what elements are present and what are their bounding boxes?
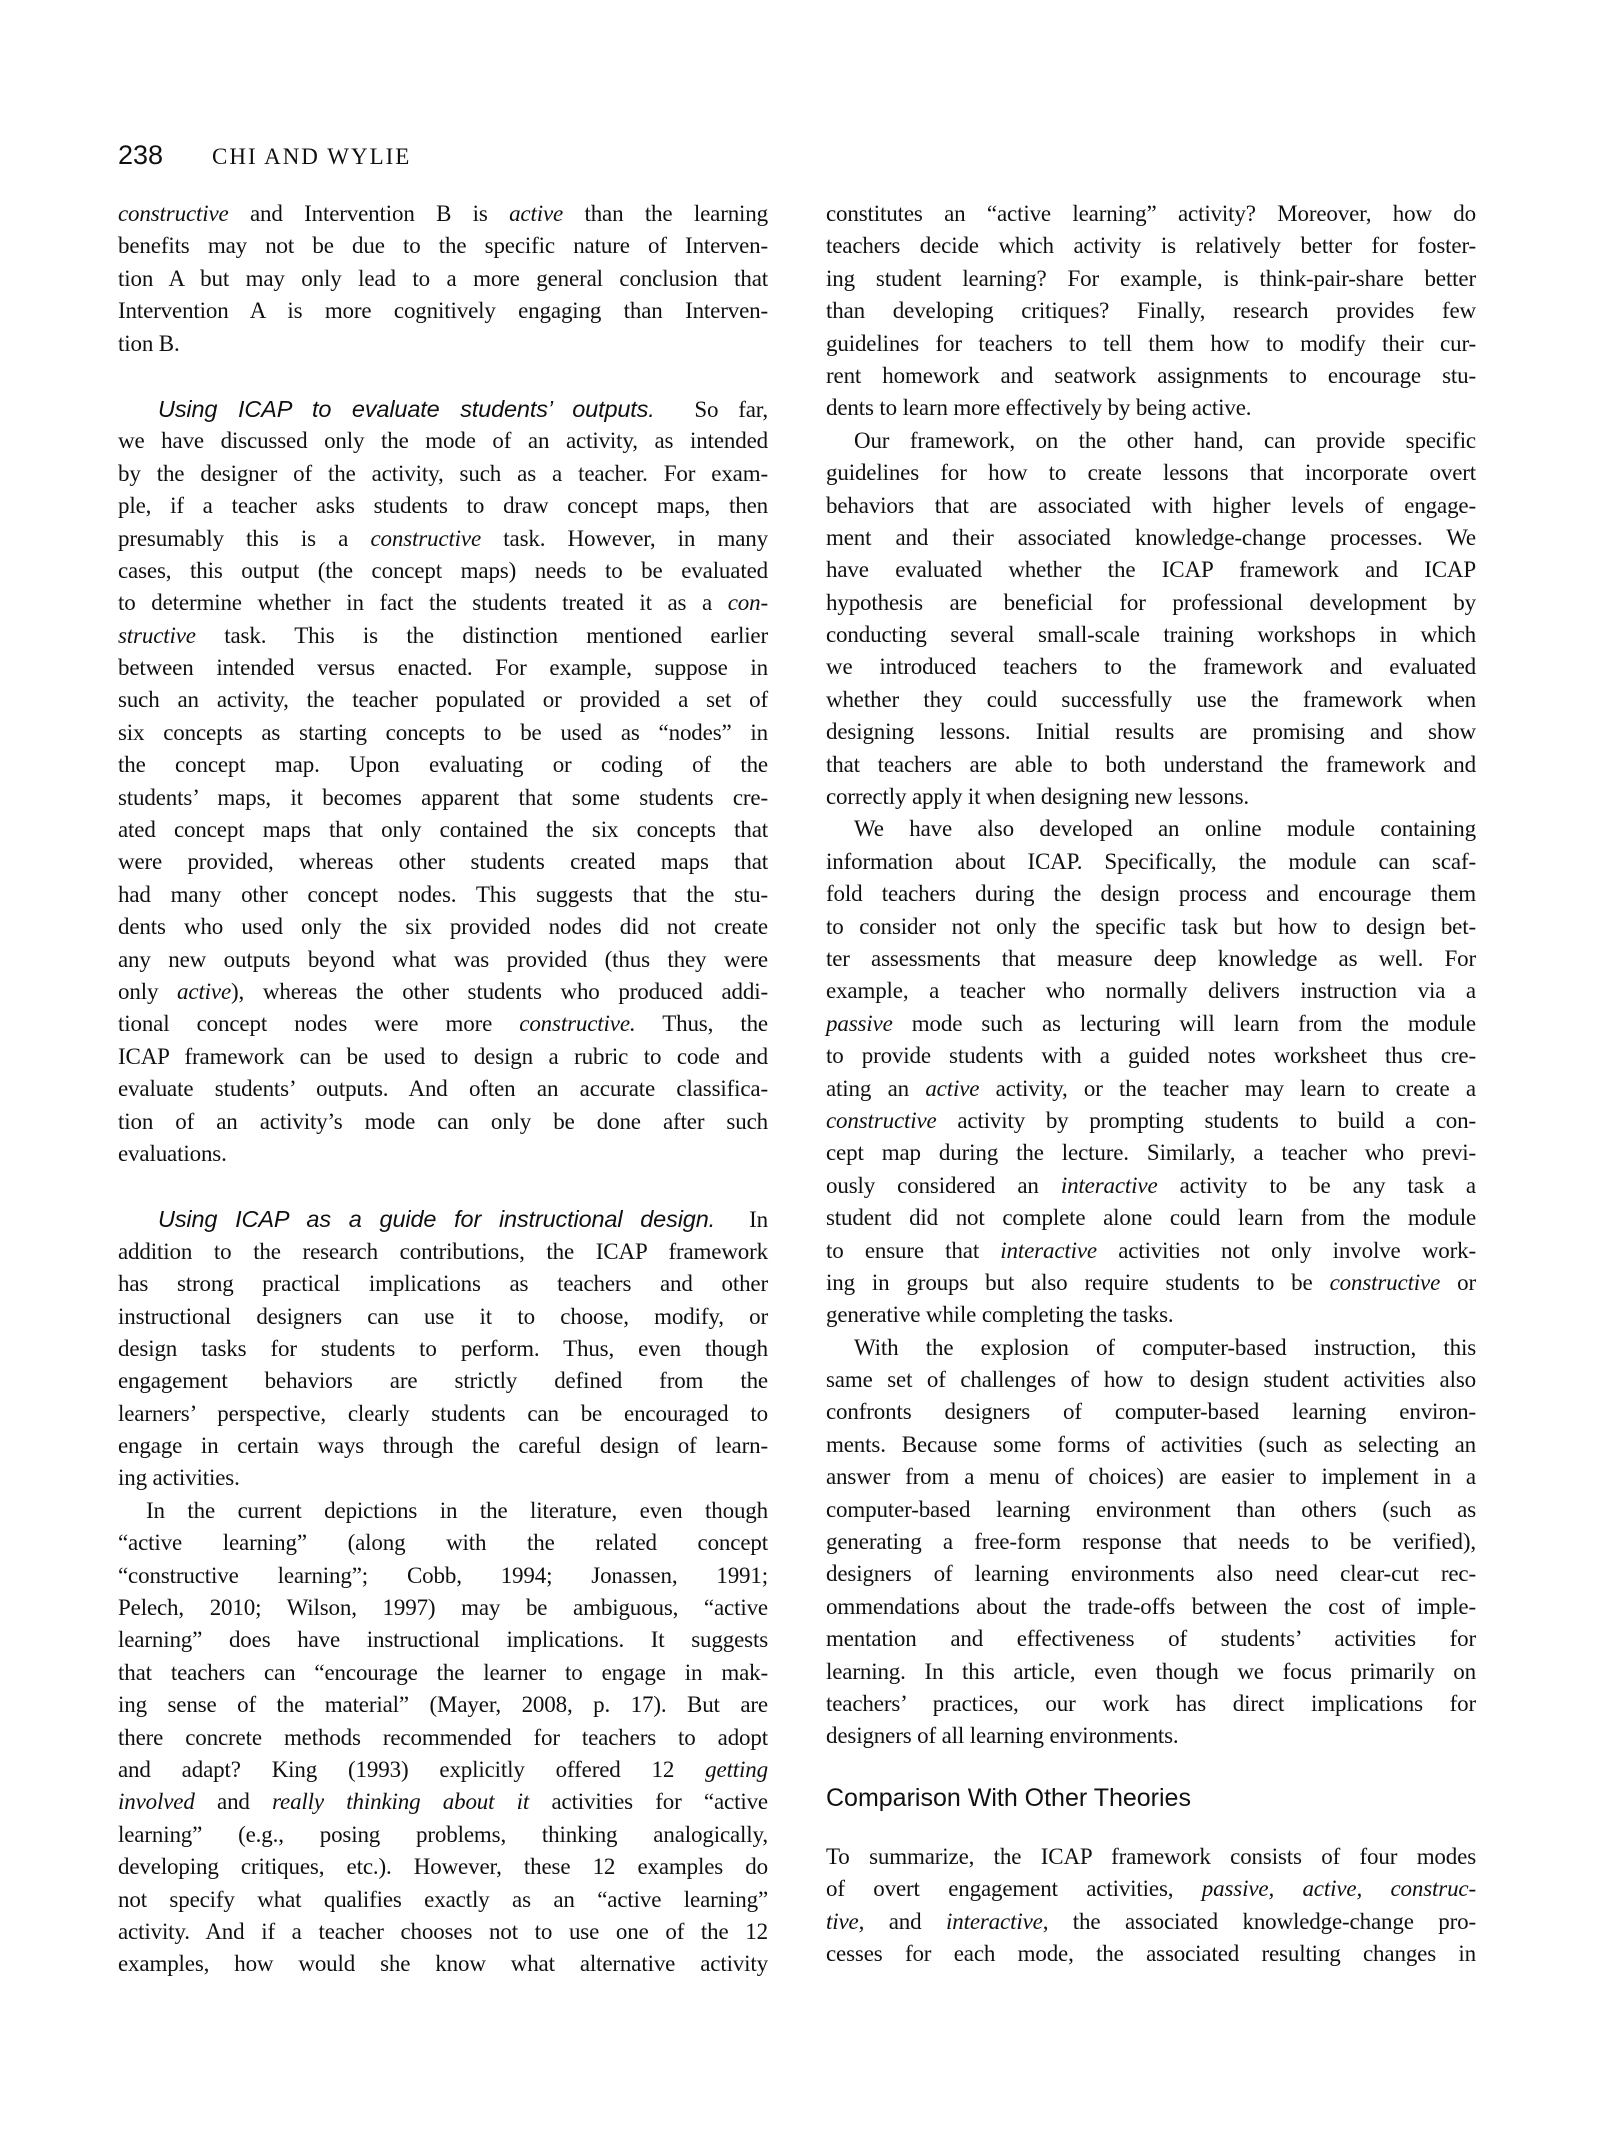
text-run: getting — [705, 1756, 768, 1782]
text-run: activity, or the teacher may learn to create a — [979, 1075, 1476, 1101]
text-line — [826, 943, 1476, 975]
text-line — [118, 782, 768, 814]
text-run: guidelines for teachers to tell them how to modify their cur- — [826, 330, 1476, 356]
text-run: generating a free-form response that needs to be verified), — [826, 1529, 1476, 1555]
text-line — [826, 651, 1476, 683]
text-run: and adapt? King (1993) explicitly offered 12 — [118, 1756, 706, 1782]
text-line — [118, 911, 768, 943]
text-line — [118, 458, 768, 490]
text-run: ing student learning? For example, is think-pair-share better — [826, 265, 1476, 291]
text-line — [826, 230, 1476, 262]
text-line — [118, 1948, 768, 1980]
text-run: So far, — [654, 396, 768, 422]
text-line — [826, 878, 1476, 910]
text-run: tive, — [826, 1908, 865, 1934]
text-run: activity. And if a teacher chooses not to use one of the 12 — [118, 1918, 768, 1944]
text-line — [826, 360, 1476, 392]
text-line — [118, 1203, 768, 1235]
text-run: active — [509, 201, 564, 226]
text-line — [118, 1236, 768, 1268]
text-line — [826, 1461, 1476, 1493]
text-run: activities not only involve work- — [1097, 1237, 1477, 1263]
text-line — [826, 781, 1476, 813]
text-line — [826, 716, 1476, 748]
text-line — [826, 392, 1476, 424]
text-line — [826, 1688, 1476, 1720]
text-line — [118, 1689, 768, 1721]
text-line — [118, 1884, 768, 1916]
text-run: addition to the research contributions, the ICAP framework — [118, 1238, 768, 1264]
text-run: engage in certain ways through the careful design of learn- — [118, 1433, 768, 1459]
text-run: teachers’ practices, our work has direct implications for — [826, 1690, 1476, 1716]
text-line — [118, 1527, 768, 1559]
text-line — [118, 1560, 768, 1592]
text-line — [118, 879, 768, 911]
text-line — [118, 1268, 768, 1300]
text-run: not specify what qualifies exactly as an “active learning” — [118, 1886, 768, 1912]
text-line — [826, 328, 1476, 360]
text-run: designers of learning environments also need clear-cut rec- — [826, 1561, 1476, 1587]
text-run: To summarize, the ICAP framework consists of four modes — [826, 1843, 1476, 1869]
text-line — [826, 1299, 1476, 1331]
text-line — [826, 749, 1476, 781]
text-run: developing critiques, etc.). However, these 12 examples do — [118, 1854, 768, 1880]
text-run: involved — [118, 1789, 195, 1815]
text-run: With the explosion of computer-based instruction, this — [854, 1334, 1476, 1360]
text-run: In the current depictions in the literature, even though — [146, 1497, 768, 1523]
text-run: whether they could successfully use the framework when — [826, 686, 1476, 712]
text-run: tion A but may only lead to a more general conclusion that — [118, 265, 768, 291]
paragraph — [118, 1495, 768, 1981]
paragraph — [118, 393, 768, 1170]
text-line — [826, 1591, 1476, 1623]
text-line — [118, 1365, 768, 1397]
paragraph — [826, 813, 1476, 1331]
page-header — [118, 140, 1472, 174]
text-run: computer-based learning environment than others (such as — [826, 1496, 1476, 1522]
text-run: example, a teacher who normally delivers instruction via a — [826, 978, 1476, 1004]
text-line — [118, 1138, 768, 1170]
text-line — [118, 1754, 768, 1786]
text-line — [118, 1106, 768, 1138]
paragraph — [826, 1332, 1476, 1753]
text-line — [826, 587, 1476, 619]
text-run: ating an — [826, 1075, 926, 1101]
text-line — [826, 846, 1476, 878]
text-line — [826, 1938, 1476, 1970]
text-line — [826, 1364, 1476, 1396]
text-run: instructional designers can use it to choose, modify, or — [118, 1303, 768, 1329]
text-run: Thus, the — [635, 1011, 768, 1037]
text-line — [826, 263, 1476, 295]
text-run: that teachers can “encourage the learner to engage in mak- — [118, 1659, 768, 1685]
text-run: rent homework and seatwork assignments to encourage stu- — [826, 362, 1476, 388]
text-run: to determine whether in fact the students treated it as a — [118, 590, 728, 616]
text-run: Pelech, 2010; Wilson, 1997) may be ambiguous, “active — [118, 1595, 768, 1621]
text-line — [118, 1851, 768, 1883]
text-line — [118, 1073, 768, 1105]
text-run: In — [715, 1207, 769, 1233]
text-run: con- — [727, 590, 768, 616]
text-line — [118, 1462, 768, 1494]
text-line — [826, 911, 1476, 943]
text-line — [118, 555, 768, 587]
text-run: ously considered an — [826, 1172, 1061, 1198]
text-line — [826, 457, 1476, 489]
text-line — [118, 620, 768, 652]
text-line — [118, 1657, 768, 1689]
text-run: Intervention A is more cognitively engaging than Interven- — [118, 298, 768, 324]
text-line — [826, 425, 1476, 457]
text-line — [118, 717, 768, 749]
text-run: design tasks for students to perform. Thus, even though — [118, 1335, 768, 1361]
text-line — [118, 1430, 768, 1462]
text-run: dents to learn more effectively by being active. — [826, 395, 1252, 421]
text-run: and — [194, 1789, 273, 1815]
text-run: and — [864, 1908, 946, 1934]
text-run: such an activity, the teacher populated or provided a set of — [118, 687, 768, 713]
text-line — [826, 1267, 1476, 1299]
text-run: task. This is the distinction mentioned earlier — [195, 622, 768, 648]
section-heading: Comparison With Other Theories — [826, 1783, 1191, 1812]
text-run: structive — [118, 622, 196, 648]
text-run: than developing critiques? Finally, research provides few — [826, 298, 1476, 324]
text-line — [826, 1073, 1476, 1105]
text-line — [826, 1235, 1476, 1267]
text-run: ment and their associated knowledge-change processes. We — [826, 524, 1476, 550]
text-line — [826, 1008, 1476, 1040]
text-line — [826, 295, 1476, 327]
text-run: to consider not only the specific task but how to design bet- — [826, 913, 1476, 939]
text-run: had many other concept nodes. This suggests that the stu- — [118, 881, 768, 907]
text-line — [118, 1301, 768, 1333]
text-line — [826, 1906, 1476, 1938]
text-run: learning” (e.g., posing problems, thinking analogically, — [118, 1821, 768, 1847]
text-run: we introduced teachers to the framework and evaluated — [826, 654, 1476, 680]
left-text-column — [118, 198, 768, 1981]
text-line — [826, 554, 1476, 586]
text-run: constructive — [118, 201, 229, 226]
paragraph — [826, 1841, 1476, 1971]
text-run: the concept map. Upon evaluating or coding of the — [118, 752, 768, 778]
text-line — [118, 1786, 768, 1818]
text-line — [826, 975, 1476, 1007]
text-run: ing activities. — [118, 1465, 240, 1491]
text-run: six concepts as starting concepts to be used as “nodes” in — [118, 719, 768, 745]
text-run: answer from a menu of choices) are easier to implement in a — [826, 1464, 1476, 1490]
text-line — [118, 393, 768, 425]
text-run: “constructive learning”; Cobb, 1994; Jonassen, 1991; — [118, 1562, 768, 1588]
text-line — [826, 1558, 1476, 1590]
text-line — [826, 1526, 1476, 1558]
text-run: have evaluated whether the ICAP framework and ICAP — [826, 557, 1476, 583]
text-run: ated concept maps that only contained the six concepts that — [118, 817, 768, 843]
text-line — [826, 1494, 1476, 1526]
run-in-heading: Using ICAP as a guide for instructional design. — [158, 1206, 715, 1233]
text-run: cesses for each mode, the associated resulting changes in — [826, 1940, 1476, 1966]
text-run: to provide students with a guided notes worksheet thus cre- — [826, 1043, 1476, 1069]
text-run: learners’ perspective, clearly students can be encouraged to — [118, 1400, 768, 1426]
text-line — [118, 263, 768, 295]
text-run: activity to be any task a — [1157, 1172, 1476, 1198]
text-line — [118, 1722, 768, 1754]
text-run: tion of an activity’s mode can only be done after such — [118, 1108, 768, 1134]
paragraph — [826, 425, 1476, 814]
text-line — [118, 944, 768, 976]
text-run: has strong practical implications as teachers and other — [118, 1271, 768, 1297]
text-run: We have also developed an online module containing — [854, 816, 1476, 842]
text-line — [826, 1396, 1476, 1428]
text-line — [118, 976, 768, 1008]
text-run: interactive — [945, 1908, 1043, 1934]
text-run: mode such as lecturing will learn from the module — [892, 1010, 1476, 1036]
text-run: student did not complete alone could learn from the module — [826, 1205, 1476, 1231]
right-text-column — [826, 198, 1476, 1970]
text-run: dents who used only the six provided nodes did not create — [118, 914, 768, 940]
text-line — [118, 523, 768, 555]
text-run: engagement behaviors are strictly defined from the — [118, 1368, 768, 1394]
text-line — [826, 1841, 1476, 1873]
text-line — [826, 490, 1476, 522]
text-line — [118, 1819, 768, 1851]
text-line — [826, 1429, 1476, 1461]
text-line — [826, 1332, 1476, 1364]
text-line — [826, 1720, 1476, 1752]
text-run: of overt engagement activities, — [826, 1876, 1202, 1902]
text-line — [826, 1873, 1476, 1905]
text-line — [826, 1105, 1476, 1137]
text-run: passive, active, construc- — [1201, 1876, 1476, 1902]
text-line — [118, 846, 768, 878]
text-line — [826, 684, 1476, 716]
text-run: only — [118, 978, 178, 1004]
text-run: benefits may not be due to the specific nature of Interven- — [118, 233, 768, 259]
text-run: ple, if a teacher asks students to draw concept maps, then — [118, 493, 768, 519]
text-run: than the learning — [563, 201, 768, 226]
text-run: activity by prompting students to build a con- — [936, 1107, 1476, 1133]
text-run: presumably this is a — [118, 525, 371, 551]
text-run: constructive. — [519, 1011, 636, 1037]
text-run: mentation and effectiveness of students’ activities for — [826, 1626, 1476, 1652]
text-run: behaviors that are associated with higher levels of engage- — [826, 492, 1476, 518]
text-line — [118, 230, 768, 262]
text-run: Our framework, on the other hand, can provide specific — [854, 427, 1476, 453]
text-line — [118, 1624, 768, 1656]
text-line — [826, 1623, 1476, 1655]
text-run: ommendations about the trade-offs between the cost of imple- — [826, 1593, 1476, 1619]
text-run: confronts designers of computer-based learning environ- — [826, 1399, 1476, 1425]
text-run: ICAP framework can be used to design a rubric to code and — [118, 1043, 768, 1069]
text-line — [118, 684, 768, 716]
text-line — [118, 490, 768, 522]
text-line — [826, 1040, 1476, 1072]
text-run: by the designer of the activity, such as a teacher. For exam- — [118, 460, 768, 486]
text-line — [826, 1656, 1476, 1688]
text-run: , the associated knowledge-change pro- — [1042, 1908, 1476, 1934]
text-run: ing sense of the material” (Mayer, 2008, p. 17). But are — [118, 1692, 768, 1718]
text-run: same set of challenges of how to design student activities also — [826, 1367, 1476, 1393]
text-run: interactive — [1000, 1237, 1097, 1263]
text-line — [118, 1008, 768, 1040]
text-line — [118, 1333, 768, 1365]
text-run: learning. In this article, even though we focus primarily on — [826, 1658, 1476, 1684]
running-head: CHI AND WYLIE — [212, 144, 412, 169]
text-line — [826, 813, 1476, 845]
text-run: students’ maps, it becomes apparent that some students cre- — [118, 784, 768, 810]
text-run: that teachers are able to both understand the framework and — [826, 751, 1476, 777]
text-line — [826, 1170, 1476, 1202]
text-run: constructive — [1329, 1269, 1441, 1295]
text-line — [118, 1398, 768, 1430]
text-run: passive — [826, 1010, 893, 1036]
text-run: ), whereas the other students who produced addi- — [231, 978, 768, 1004]
text-run: constructive — [826, 1107, 937, 1133]
text-run: task. However, in many — [481, 525, 768, 551]
text-run: there concrete methods recommended for teachers to adopt — [118, 1724, 768, 1750]
text-line — [118, 1592, 768, 1624]
text-run: cept map during the lecture. Similarly, a teacher who previ- — [826, 1140, 1476, 1166]
paragraph — [118, 198, 768, 360]
text-run: “active learning” (along with the related concept — [118, 1530, 768, 1556]
text-line — [118, 328, 768, 360]
text-line — [118, 1916, 768, 1948]
text-run: and Intervention B is — [228, 201, 510, 226]
text-line — [826, 1137, 1476, 1169]
text-run: cases, this output (the concept maps) needs to be evaluated — [118, 557, 768, 583]
text-line — [118, 652, 768, 684]
text-run: between intended versus enacted. For example, suppose in — [118, 655, 768, 681]
text-run: guidelines for how to create lessons that incorporate overt — [826, 460, 1476, 486]
text-run: examples, how would she know what alternative activity — [118, 1951, 768, 1977]
text-line — [118, 1041, 768, 1073]
text-run: really thinking about it — [272, 1789, 530, 1815]
text-line — [826, 198, 1476, 230]
text-run: interactive — [1060, 1172, 1158, 1198]
text-run: ter assessments that measure deep knowledge as well. For — [826, 945, 1476, 971]
text-line — [826, 522, 1476, 554]
text-run: tion B. — [118, 330, 180, 356]
text-run: fold teachers during the design process and encourage them — [826, 881, 1476, 907]
text-run: evaluations. — [118, 1140, 227, 1166]
text-run: ing in groups but also require students to be — [826, 1269, 1330, 1295]
text-run: tional concept nodes were more — [118, 1011, 520, 1037]
text-run: were provided, whereas other students created maps that — [118, 849, 768, 875]
text-run: teachers decide which activity is relatively better for foster- — [826, 233, 1476, 259]
text-run: activities for “active — [529, 1789, 768, 1815]
text-line — [118, 587, 768, 619]
text-run: correctly apply it when designing new lessons. — [826, 784, 1249, 810]
text-run: or — [1440, 1269, 1476, 1295]
run-in-heading: Using ICAP to evaluate students’ outputs. — [158, 395, 655, 422]
text-run: any new outputs beyond what was provided (thus they were — [118, 946, 768, 972]
paragraph — [826, 198, 1476, 425]
text-run: conducting several small-scale training workshops in which — [826, 622, 1476, 648]
text-line — [826, 1202, 1476, 1234]
text-run: designing lessons. Initial results are promising and show — [826, 719, 1476, 745]
text-run: constitutes an “active learning” activity? Moreover, how do — [826, 201, 1476, 226]
text-line — [118, 425, 768, 457]
text-run: hypothesis are beneficial for professional development by — [826, 589, 1476, 615]
text-run: learning” does have instructional implications. It suggests — [118, 1627, 768, 1653]
text-line — [118, 198, 768, 230]
page-number: 238 — [118, 140, 164, 170]
text-run: evaluate students’ outputs. And often an accurate classifica- — [118, 1076, 768, 1102]
text-run: we have discussed only the mode of an activity, as intended — [118, 428, 768, 454]
text-line — [118, 295, 768, 327]
text-run: generative while completing the tasks. — [826, 1302, 1174, 1328]
text-run: active — [177, 978, 232, 1004]
text-run: to ensure that — [826, 1237, 1001, 1263]
text-run: information about ICAP. Specifically, the module can scaf- — [826, 848, 1476, 874]
text-run: constructive — [370, 525, 482, 551]
text-line — [826, 619, 1476, 651]
text-run: designers of all learning environments. — [826, 1723, 1179, 1749]
text-line — [118, 749, 768, 781]
paragraph — [118, 1203, 768, 1495]
text-run: ments. Because some forms of activities (such as selecting an — [826, 1431, 1476, 1457]
text-line — [118, 814, 768, 846]
text-run: active — [925, 1075, 980, 1101]
text-line — [118, 1495, 768, 1527]
